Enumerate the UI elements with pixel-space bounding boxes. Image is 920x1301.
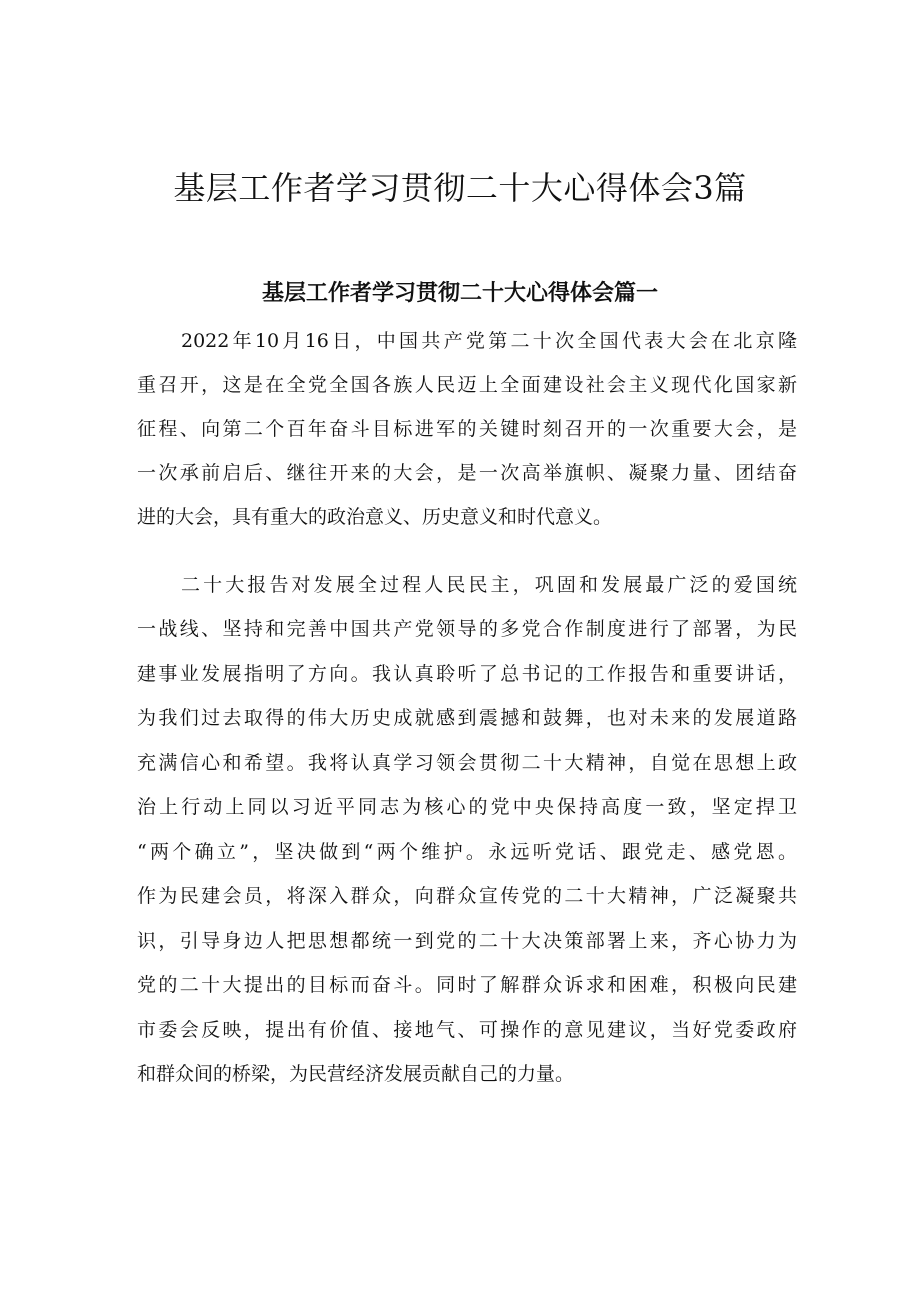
paragraph-line: 一次承前启后、继往开来的大会，是一次高举旗帜、凝聚力量、团结奋 [137, 462, 797, 484]
paragraph-line: 一战线、坚持和完善中国共产党领导的多党合作制度进行了部署，为民 [137, 618, 797, 640]
paragraph-line: 为我们过去取得的伟大历史成就感到震撼和鼓舞，也对未来的发展道路 [137, 707, 797, 729]
paragraph-line: 征程、向第二个百年奋斗目标进军的关键时刻召开的一次重要大会，是 [137, 418, 797, 440]
paragraph-line: 作为民建会员，将深入群众，向群众宣传党的二十大精神，广泛凝聚共 [137, 885, 797, 907]
section-heading: 基层工作者学习贯彻二十大心得体会篇一 [261, 281, 658, 306]
paragraph-line: 市委会反映，提出有价值、接地气、可操作的意见建议，当好党委政府 [137, 1019, 797, 1041]
paragraph-line: 党的二十大提出的目标而奋斗。同时了解群众诉求和困难，积极向民建 [137, 974, 797, 996]
document-title: 基层工作者学习贯彻二十大心得体会3篇 [173, 169, 747, 207]
paragraph-line: 治上行动上同以习近平同志为核心的党中央保持高度一致，坚定捍卫 [137, 796, 797, 818]
paragraph-line: 识，引导身边人把思想都统一到党的二十大决策部署上来，齐心协力为 [137, 930, 797, 952]
paragraph-line: 2022年10月16日，中国共产党第二十次全国代表大会在北京隆 [181, 330, 797, 352]
paragraph-line: 充满信心和希望。我将认真学习领会贯彻二十大精神，自觉在思想上政 [137, 752, 797, 774]
paragraph-line: 建事业发展指明了方向。我认真聆听了总书记的工作报告和重要讲话， [137, 663, 797, 685]
paragraph-line: 重召开，这是在全党全国各族人民迈上全面建设社会主义现代化国家新 [137, 374, 797, 396]
paragraph-line: “两个确立”，坚决做到“两个维护。永远听党话、跟党走、感党恩。 [137, 841, 797, 863]
paragraph-line: 二十大报告对发展全过程人民民主，巩固和发展最广泛的爱国统 [181, 574, 797, 596]
paragraph-line: 进的大会，具有重大的政治意义、历史意义和时代意义。 [137, 506, 613, 528]
paragraph-line: 和群众间的桥梁，为民营经济发展贡献自己的力量。 [137, 1063, 575, 1085]
